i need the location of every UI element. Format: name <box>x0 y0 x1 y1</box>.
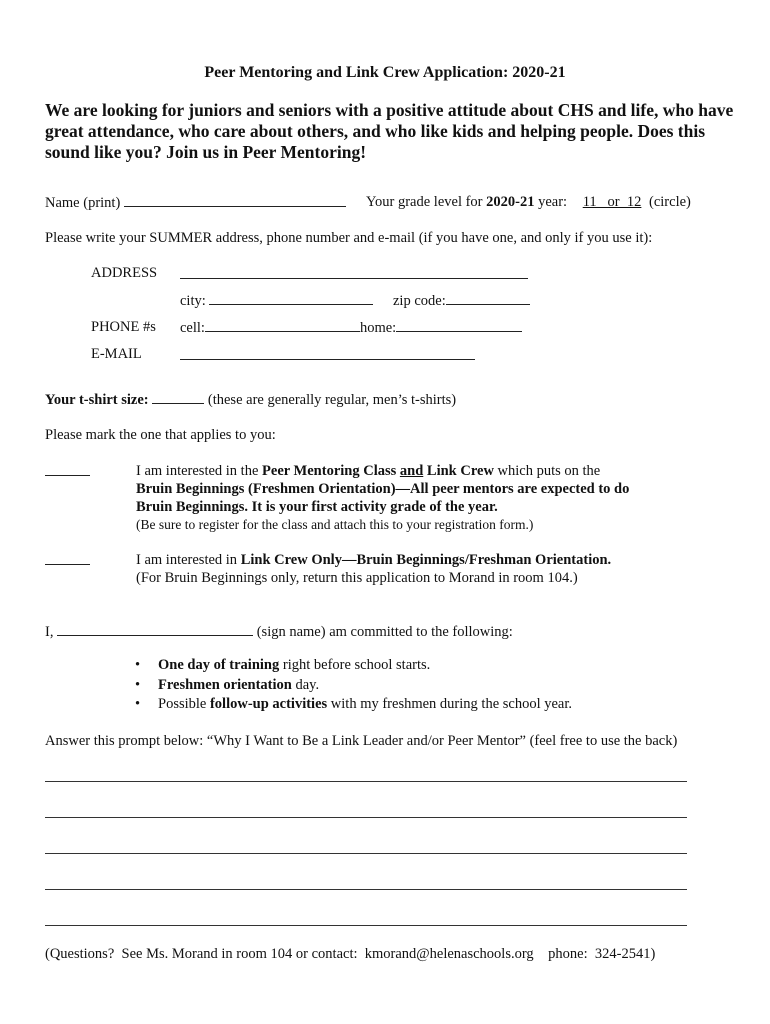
commit-suffix: (sign name) am committed to the following: <box>256 624 513 640</box>
circle-note: (circle) <box>649 194 691 210</box>
answer-line[interactable] <box>45 781 687 782</box>
summer-instruction: Please write your SUMMER address, phone number and e-mail (if you have one, and only if you use it): <box>45 230 653 246</box>
commit-row <box>45 623 513 641</box>
option2-lead: I am interested in <box>136 552 238 568</box>
option1-checkline[interactable] <box>45 463 90 476</box>
grade-suffix: year: <box>538 194 568 210</box>
grade-year: 2020-21 <box>486 194 535 210</box>
home-field[interactable] <box>396 319 522 332</box>
option2-checkline[interactable] <box>45 552 90 565</box>
option1-line3: Bruin Beginnings. It is your first activity grade of the year. <box>136 499 498 515</box>
answer-line[interactable] <box>45 889 687 890</box>
option2-text <box>136 551 611 587</box>
list-item: • Possible follow-up activities with my freshmen during the school year. <box>130 695 572 715</box>
answer-line[interactable] <box>45 853 687 854</box>
option1-text <box>136 462 629 534</box>
tshirt-label: Your t-shirt size: <box>45 392 149 408</box>
name-row <box>45 194 346 212</box>
cell-label: cell: <box>180 320 205 336</box>
city-label: city: <box>180 293 206 309</box>
grade-options[interactable]: 11 or 12 <box>582 194 642 210</box>
option2-line2: (For Bruin Beginnings only, return this application to Morand in room 104.) <box>136 570 578 586</box>
list-item: • Freshmen orientation day. <box>130 676 572 696</box>
city-field[interactable] <box>209 292 373 305</box>
form-title: Peer Mentoring and Link Crew Application: 2020-21 <box>204 64 566 81</box>
option1-and: and <box>399 463 424 479</box>
answer-line[interactable] <box>45 925 687 926</box>
grade-row <box>366 194 691 211</box>
cell-field[interactable] <box>205 319 360 332</box>
tshirt-size-field[interactable] <box>152 391 204 404</box>
address-label: ADDRESS <box>91 265 158 281</box>
mark-instruction: Please mark the one that applies to you: <box>45 427 276 443</box>
home-label: home: <box>359 320 397 336</box>
option2-link-crew-only: Link Crew Only—Bruin Beginnings/Freshman Orientation. <box>240 552 612 568</box>
option1-link-crew: Link Crew <box>426 463 494 479</box>
list-item: • One day of training right before school starts. <box>130 656 572 676</box>
zip-row <box>393 292 530 310</box>
address-field[interactable] <box>180 266 528 279</box>
name-field[interactable] <box>124 194 346 207</box>
zip-field[interactable] <box>446 292 530 305</box>
phone-label: PHONE #s <box>91 319 156 335</box>
grade-prefix: Your grade level for <box>366 194 483 210</box>
tshirt-note: (these are generally regular, men’s t-shirts) <box>207 392 457 408</box>
option1-lead: I am interested in the <box>136 463 259 479</box>
name-label: Name (print) <box>45 195 121 211</box>
option1-peer-mentoring: Peer Mentoring Class <box>262 463 397 479</box>
commit-prefix: I, <box>45 624 54 640</box>
option1-line2: Bruin Beginnings (Freshmen Orientation)—All peer mentors are expected to do <box>136 481 630 497</box>
phone-row <box>180 319 522 337</box>
zip-label: zip code: <box>393 293 446 309</box>
email-label: E-MAIL <box>91 346 142 362</box>
prompt-text: Answer this prompt below: “Why I Want to Be a Link Leader and/or Peer Mentor” (feel free to use the back) <box>45 733 678 749</box>
email-field[interactable] <box>180 347 475 360</box>
signature-field[interactable] <box>57 623 253 636</box>
option1-rest: which puts on the <box>497 463 601 479</box>
city-row <box>180 292 373 310</box>
intro-paragraph: We are looking for juniors and seniors with a positive attitude about CHS and life, who have great attendance, who care about others, and who like kids and helping people. Does this sound like you? Join us in Peer Mentoring! <box>45 100 734 162</box>
footer-contact: (Questions? See Ms. Morand in room 104 or contact: kmorand@helenaschools.org phone: 324-2541) <box>45 946 656 962</box>
answer-line[interactable] <box>45 817 687 818</box>
commitment-list <box>130 656 572 715</box>
option1-line4: (Be sure to register for the class and attach this to your registration form.) <box>136 517 534 532</box>
tshirt-row <box>45 391 456 409</box>
